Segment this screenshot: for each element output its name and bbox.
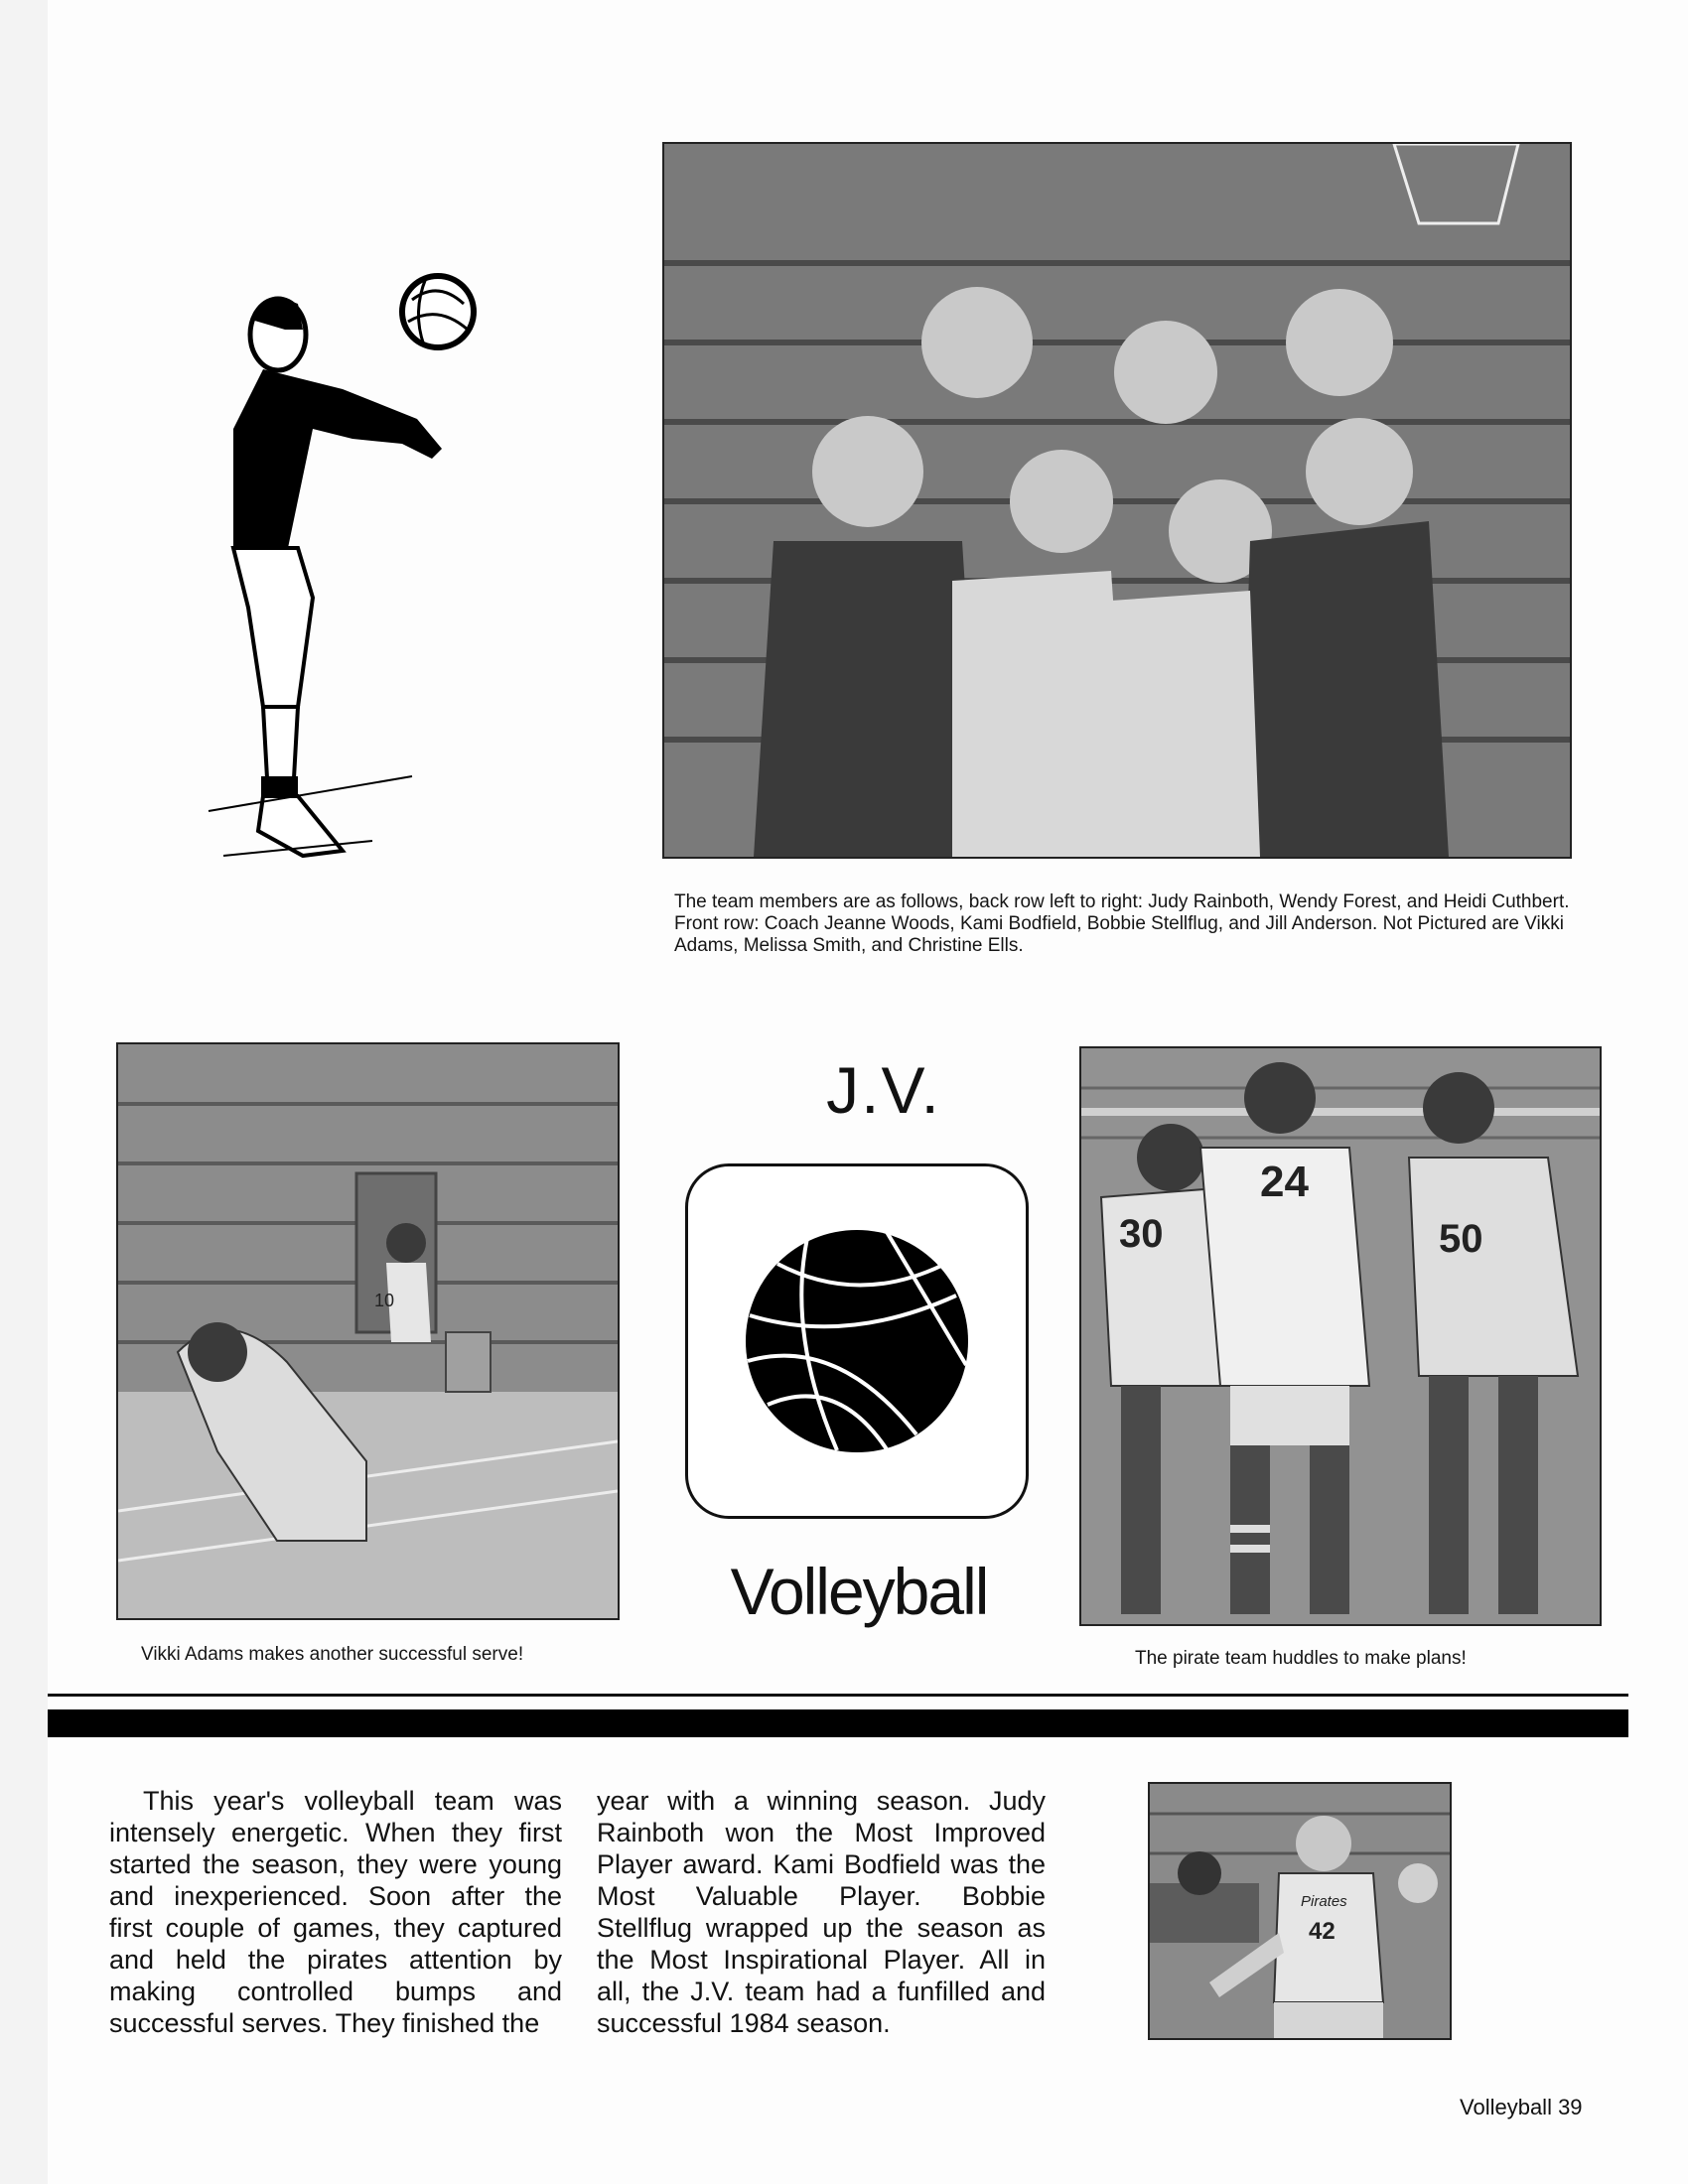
player-photo	[1148, 1782, 1452, 2040]
team-photo-caption: The team members are as follows, back row left to right: Judy Rainboth, Wendy Forest, and Heidi Cuthbert. Front row: Coach Jeanne Woods, Kami Bodfield, Bobbie Stellflug, and Jill Anderson. Not Pictured are Vikki Adams, Melissa Smith, and Christine Ells.	[674, 891, 1570, 956]
article-column-1	[109, 1785, 562, 2039]
volleyball-logo	[685, 1163, 1029, 1519]
jv-title: J.V.	[826, 1053, 941, 1127]
huddle-photo-caption: The pirate team huddles to make plans!	[1135, 1648, 1467, 1669]
huddle-photo	[1079, 1046, 1602, 1626]
page-folio: Volleyball 39	[1460, 2095, 1583, 2119]
player-photo-team: Pirates	[1301, 1893, 1347, 1910]
volleyball-title: Volleyball	[730, 1555, 988, 1628]
scan-edge	[0, 0, 48, 2184]
team-photo	[662, 142, 1572, 859]
article-column-2	[597, 1785, 1046, 2039]
huddle-jersey-right: 50	[1439, 1217, 1483, 1261]
server-jersey-number: 10	[374, 1291, 395, 1310]
article-col2-text: year with a winning season. Judy Rainboth won the Most Improved Player award. Kami Bodfield was the Most Valuable Player. Bobbie Stellflug wrapped up the season as the Most Inspirational Player. All in all, the J.V. team had a funfilled and successful 1984 season.	[597, 1786, 1046, 2038]
article-col1-text: This year's volleyball team was intensely energetic. When they first started the season, they were young and inexperienced. Soon after the first couple of games, they captured and held the pirates attention by making controlled bumps and successful serves. They finished the	[109, 1786, 562, 2038]
divider-thick	[48, 1709, 1628, 1737]
huddle-jersey-left: 30	[1119, 1212, 1164, 1256]
player-illustration	[204, 260, 492, 876]
divider-thin	[48, 1694, 1628, 1697]
huddle-jersey-center: 24	[1260, 1158, 1309, 1206]
serve-photo	[116, 1042, 620, 1620]
player-photo-jersey: 42	[1309, 1918, 1336, 1945]
serve-photo-caption: Vikki Adams makes another successful serve!	[141, 1644, 524, 1665]
